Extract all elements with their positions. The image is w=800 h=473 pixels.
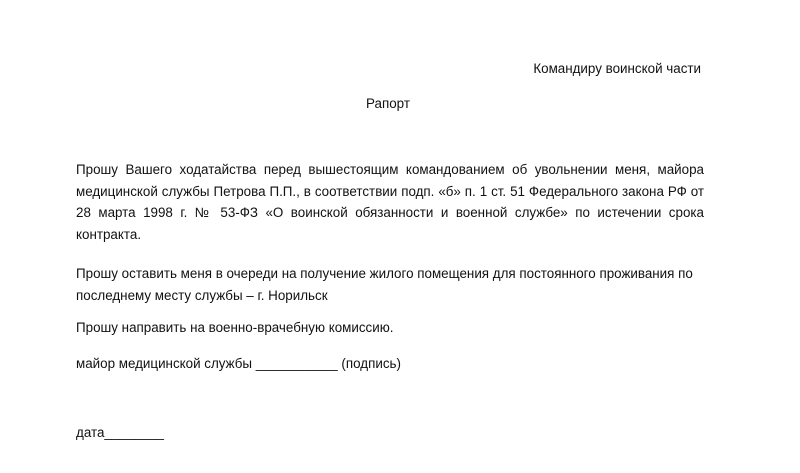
addressee-line: Командиру воинской части: [533, 61, 701, 76]
paragraph-housing-queue: Прошу оставить меня в очереди на получение жилого помещения для постоянного проживания по последнему месту службы – г. Норильск: [76, 266, 693, 303]
signature-line: майор медицинской службы ___________ (подпись): [76, 356, 401, 371]
document-title: Рапорт: [366, 96, 410, 111]
paragraph-dismissal-request: Прошу Вашего ходатайства перед вышестоящим командованием об увольнении меня, майора медицинской службы Петрова П.П., в соответствии подп. «б» п. 1 ст. 51 Федерального закона РФ от 28 марта 1998 г. № 53-ФЗ «О воинской обязанности и военной службе» по истечении срока контракта.: [76, 162, 704, 242]
date-line: дата________: [76, 425, 164, 440]
paragraph-medical-commission: Прошу направить на военно-врачебную комиссию.: [76, 320, 394, 335]
